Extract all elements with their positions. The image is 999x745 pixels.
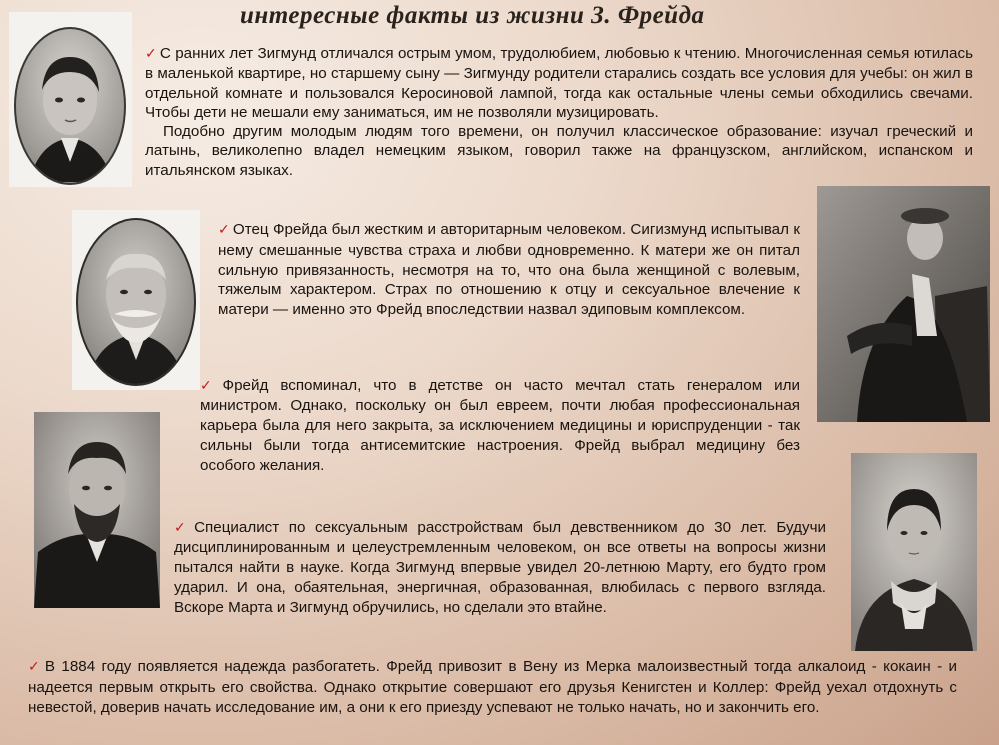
mother-image (817, 186, 990, 422)
fact-1-text: С ранних лет Зигмунд отличался острым умом, трудолюбием, любовью к чтению. Многочисленная семья ютилась в маленькой квартире, но старшему сыну — Зигмунду родители старались создать все условия для учебы: он жил в отдельной комнате и пользовался Керосиновой лампой, тогда как остальные члены семьи обходились свечами. Чтобы дети не мешали ему заниматься, им не позволяли музицировать. (145, 45, 974, 121)
adult-freud-portrait (34, 412, 160, 608)
fact-2 (218, 220, 800, 320)
young-freud-portrait (9, 12, 132, 187)
check-icon: ✓ (145, 46, 157, 62)
fact-3-text: Фрейд вспоминал, что в детстве он часто мечтал стать генералом или министром. Однако, поскольку он был евреем, почти любая профессиональная карьера была для него закрыта, за исключением медицины и юриспруденции - так сильны были тогда антисемитские настроения. Фрейд выбрал медицину без особого желания. (200, 377, 801, 474)
fact-3 (200, 376, 800, 476)
fact-5-text: В 1884 году появляется надежда разбогатеть. Фрейд привозит в Вену из Мерка малоизвестный тогда алкалоид - кокаин - и надеется первым открыть его свойства. Однако открытие совершают его друзья Кенигстен и Коллер: Фрейд уехал отдохнуть с невестой, доверив начать исследование им, а они к его приезду успевают не только начать, но и закончить его. (28, 658, 957, 716)
father-portrait (72, 210, 200, 390)
check-icon: ✓ (218, 222, 230, 238)
check-icon: ✓ (174, 520, 192, 536)
mother-portrait (817, 186, 990, 422)
fact-2-text: Отец Фрейда был жестким и авторитарным человеком. Сигизмунд испытывал к нему смешанные чувства страха и любви одновременно. К матери же он питал сильную привязанность, несмотря на то, что она была женщиной с волевым, тяжелым характером. Страх по отношению к отцу и сексуальное влечение к матери — именно это Фрейд впоследствии назвал эдиповым комплексом. (218, 221, 800, 319)
check-icon: ✓ (200, 378, 220, 394)
young-freud-image (9, 12, 132, 187)
martha-image (851, 453, 977, 651)
page-title: интересные факты из жизни З. Фрейда (240, 2, 705, 29)
fact-4 (174, 518, 826, 618)
father-image (72, 210, 200, 390)
check-icon: ✓ (28, 659, 42, 675)
fact-4-text: Специалист по сексуальным расстройствам был девственником до 30 лет. Будучи дисциплинированным и целеустремленным человеком, он все ответы на вопросы жизни пытался найти в науке. Когда Зигмунд впервые увидел 20-летнюю Марту, его будто гром ударил. И она, обаятельная, энергичная, образованная, влюбилась с первого взгляда. Вскоре Марта и Зигмунд обручились, но сделали это втайне. (174, 519, 826, 616)
fact-1-continuation: Подобно другим молодым людям того времени, он получил классическое образование: изучал греческий и латынь, великолепно владел немецким языком, говорил также на французском, английском, испанском и итальянском языках. (145, 123, 973, 179)
martha-portrait (851, 453, 977, 651)
fact-1 (145, 44, 973, 180)
fact-5 (28, 657, 957, 719)
adult-freud-image (34, 412, 160, 608)
